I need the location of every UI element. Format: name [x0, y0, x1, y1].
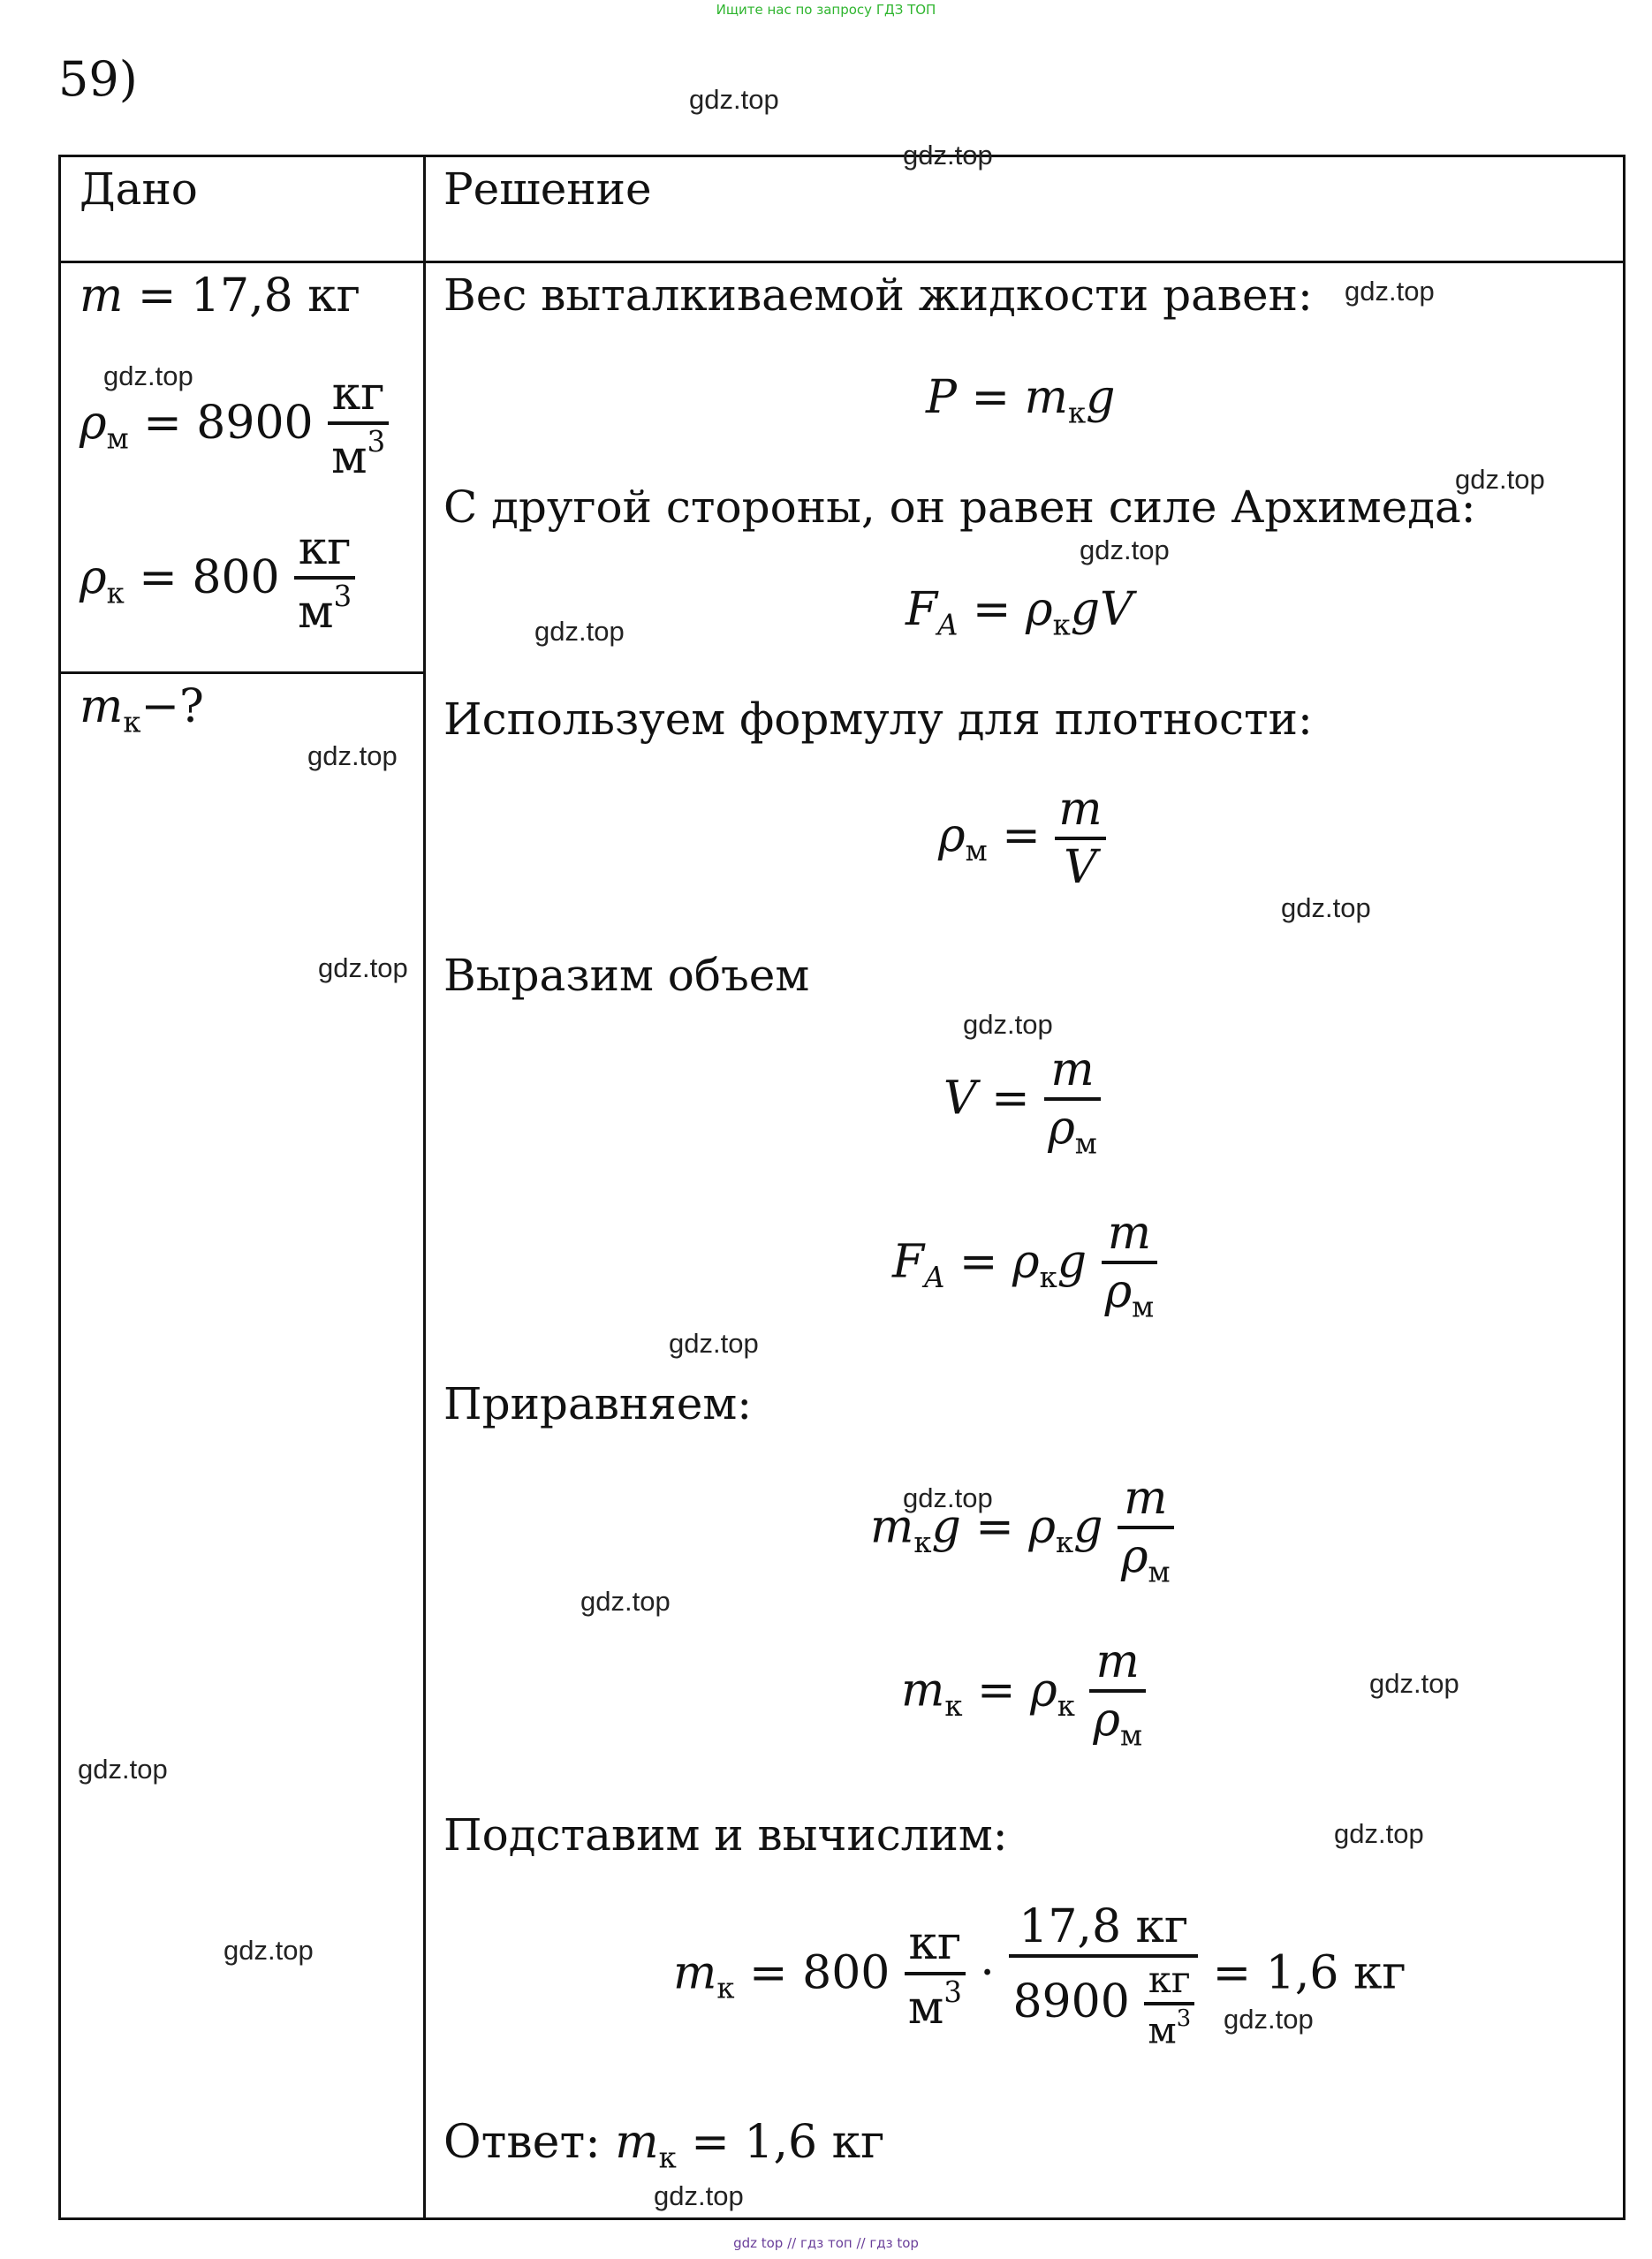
watermark: gdz.top: [669, 1328, 759, 1359]
watermark: gdz.top: [903, 140, 993, 171]
footer: gdz top // гдз топ // гдз top: [733, 2235, 919, 2251]
step-6-text: Подставим и вычислим:: [443, 1809, 1008, 1861]
watermark: gdz.top: [1281, 892, 1371, 923]
formula-calculation: $m_к = 800$ $\frac{кг}{м^3}$ · 17,8 кг 8900 $\frac{кг}{м^3}$ = 1,6 кг: [673, 1900, 1406, 2052]
watermark: gdz.top: [689, 84, 779, 115]
formula-archimedes-2: $F_A = \rho_кg$ $\frac{m}{\rho_м}$: [892, 1206, 1157, 1324]
formula-archimedes: $F_A = \rho_кgV$: [906, 583, 1133, 642]
formula-equate: $m_кg = \rho_кg$ $\frac{m}{\rho_м}$: [870, 1471, 1174, 1589]
watermark: gdz.top: [1334, 1818, 1424, 1849]
solution-header: Решение: [443, 163, 652, 215]
given-rho-metal: $\rho_м = 8900$ $\frac{кг}{м^3}$: [80, 367, 389, 486]
top-banner: Ищите нас по запросу ГДЗ ТОП: [716, 2, 936, 18]
watermark: gdz.top: [1345, 276, 1435, 307]
watermark: gdz.top: [580, 1586, 671, 1617]
watermark: gdz.top: [1455, 464, 1545, 495]
watermark: gdz.top: [654, 2180, 744, 2211]
watermark: gdz.top: [307, 740, 398, 771]
formula-mass: $m_к = \rho_к$ $\frac{m}{\rho_м}$: [901, 1634, 1146, 1753]
formula-weight: $P = m_кg$: [926, 371, 1116, 430]
watermark: gdz.top: [103, 360, 193, 391]
given-header: Дано: [80, 163, 198, 215]
step-1-text: Вес выталкиваемой жидкости равен:: [443, 269, 1313, 321]
given-rho-liquid: $\rho_к = 800$ $\frac{кг}{м^3}$: [80, 521, 355, 641]
watermark: gdz.top: [1080, 534, 1170, 565]
watermark: gdz.top: [534, 616, 625, 647]
answer: Ответ: $m_к = 1,6$ кг: [443, 2116, 885, 2175]
formula-volume: V = $\frac{m}{\rho_м}$: [943, 1042, 1101, 1161]
watermark: gdz.top: [224, 1935, 314, 1966]
find-mass: $m_к-$?: [80, 680, 204, 739]
watermark: gdz.top: [1224, 2004, 1314, 2035]
watermark: gdz.top: [903, 1482, 993, 1513]
given-mass: m = 17,8 кг: [80, 269, 360, 322]
watermark: gdz.top: [318, 952, 408, 983]
step-2-text: С другой стороны, он равен силе Архимеда:: [443, 481, 1476, 533]
watermark: gdz.top: [78, 1754, 168, 1785]
step-4-text: Выразим объем: [443, 950, 810, 1001]
step-3-text: Используем формулу для плотности:: [443, 694, 1313, 745]
watermark: gdz.top: [963, 1009, 1053, 1040]
watermark: gdz.top: [1369, 1668, 1459, 1699]
formula-density: $\rho_м$ = $\frac{m}{V}$: [938, 782, 1106, 896]
problem-number: 59): [58, 51, 138, 107]
step-5-text: Приравняем:: [443, 1378, 753, 1429]
